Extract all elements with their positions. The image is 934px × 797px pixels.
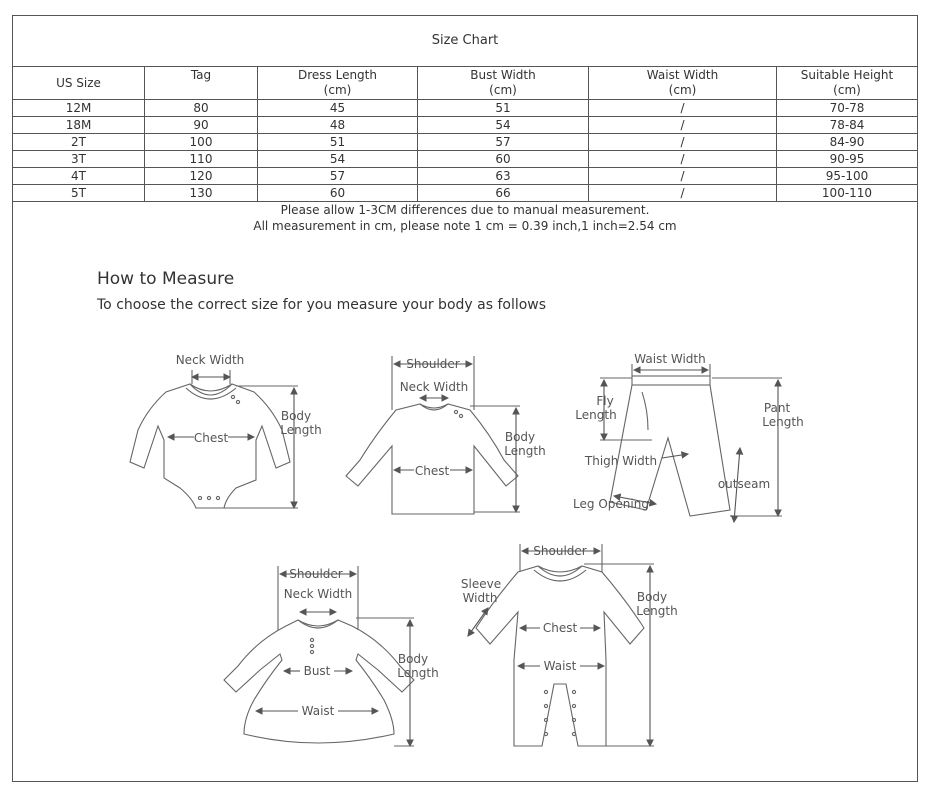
cell: 2T (13, 134, 145, 151)
cell: / (589, 185, 777, 202)
cell: 100 (145, 134, 258, 151)
dress-labels (284, 567, 439, 718)
shirt-illustration (346, 404, 518, 514)
cell: 12M (13, 100, 145, 117)
col-header-suitable-height: Suitable Height (cm) (777, 67, 918, 100)
bodysuit-illustration (130, 384, 290, 508)
label-body: Body (397, 652, 429, 666)
col-header-waist-width: Waist Width (cm) (589, 67, 777, 100)
cell: 5T (13, 185, 145, 202)
label-sleeve-width: Width (462, 591, 498, 605)
romper-labels (461, 544, 678, 673)
label-shoulder: Shoulder (533, 544, 587, 558)
label-sleeve: Sleeve (460, 577, 502, 591)
cell: 60 (418, 151, 589, 168)
label-chest: Chest (414, 464, 450, 478)
label-thigh-width: Thigh Width (584, 454, 658, 468)
cell: / (589, 134, 777, 151)
cell: 78-84 (777, 117, 918, 134)
label-fly: Fly (596, 394, 614, 408)
cell: 45 (258, 100, 418, 117)
cell: / (589, 151, 777, 168)
label-neck-width: Neck Width (399, 380, 469, 394)
cell: / (589, 168, 777, 185)
label-length: Length (397, 666, 439, 680)
cell: 54 (258, 151, 418, 168)
label-waist: Waist (301, 704, 335, 718)
cell: 110 (145, 151, 258, 168)
label-length: Length (504, 444, 546, 458)
label-leg-opening: Leg Opening (573, 497, 649, 511)
label-pant-length: Length (762, 415, 804, 429)
cell: 48 (258, 117, 418, 134)
cell: 95-100 (777, 168, 918, 185)
note-line: All measurement in cm, please note 1 cm = 0.39 inch,1 inch=2.54 cm (253, 219, 677, 233)
cell: 4T (13, 168, 145, 185)
cell: 70-78 (777, 100, 918, 117)
label-body: Body (636, 590, 668, 604)
label-shoulder: Shoulder (406, 357, 460, 371)
label-fly-length: Length (575, 408, 617, 422)
cell: 51 (258, 134, 418, 151)
cell: 66 (418, 185, 589, 202)
cell: / (589, 100, 777, 117)
label-outseam: outseam (717, 477, 771, 491)
label-shoulder: Shoulder (289, 567, 343, 581)
label-body: Body (280, 409, 312, 423)
label-waist-width: Waist Width (634, 352, 706, 366)
label-length: Length (636, 604, 678, 618)
cell: 90 (145, 117, 258, 134)
cell: 63 (418, 168, 589, 185)
label-waist: Waist (543, 659, 577, 673)
label-chest: Chest (542, 621, 578, 635)
cell: 57 (418, 134, 589, 151)
label-body: Body (504, 430, 536, 444)
col-header-bust-width: Bust Width (cm) (418, 67, 589, 100)
cell: 54 (418, 117, 589, 134)
cell: 3T (13, 151, 145, 168)
how-to-measure-title: How to Measure (97, 269, 235, 289)
col-header-tag: Tag (145, 67, 258, 100)
dress-illustration (224, 620, 414, 743)
col-header-dress-length: Dress Length (cm) (258, 67, 418, 100)
cell: 130 (145, 185, 258, 202)
note-line: Please allow 1-3CM differences due to manual measurement. (280, 203, 650, 217)
label-chest: Chest (193, 431, 229, 445)
size-chart-title-text: Size Chart (431, 33, 499, 48)
col-header-us-size: US Size (13, 67, 145, 100)
cell: 120 (145, 168, 258, 185)
shirt-labels (400, 357, 546, 478)
cell: 51 (418, 100, 589, 117)
cell: 60 (258, 185, 418, 202)
label-neck-width: Neck Width (283, 587, 353, 601)
label-pant: Pant (763, 401, 791, 415)
label-bust: Bust (303, 664, 331, 678)
how-to-measure-subtitle: To choose the correct size for you measure your body as follows (97, 297, 547, 313)
cell: 100-110 (777, 185, 918, 202)
cell: 57 (258, 168, 418, 185)
cell: 84-90 (777, 134, 918, 151)
cell: 90-95 (777, 151, 918, 168)
cell: / (589, 117, 777, 134)
pants-illustration (610, 376, 730, 516)
romper-illustration (476, 566, 644, 746)
cell: 80 (145, 100, 258, 117)
bodysuit-labels (176, 353, 322, 445)
label-length: Length (280, 423, 322, 437)
label-neck-width: Neck Width (175, 353, 245, 367)
cell: 18M (13, 117, 145, 134)
